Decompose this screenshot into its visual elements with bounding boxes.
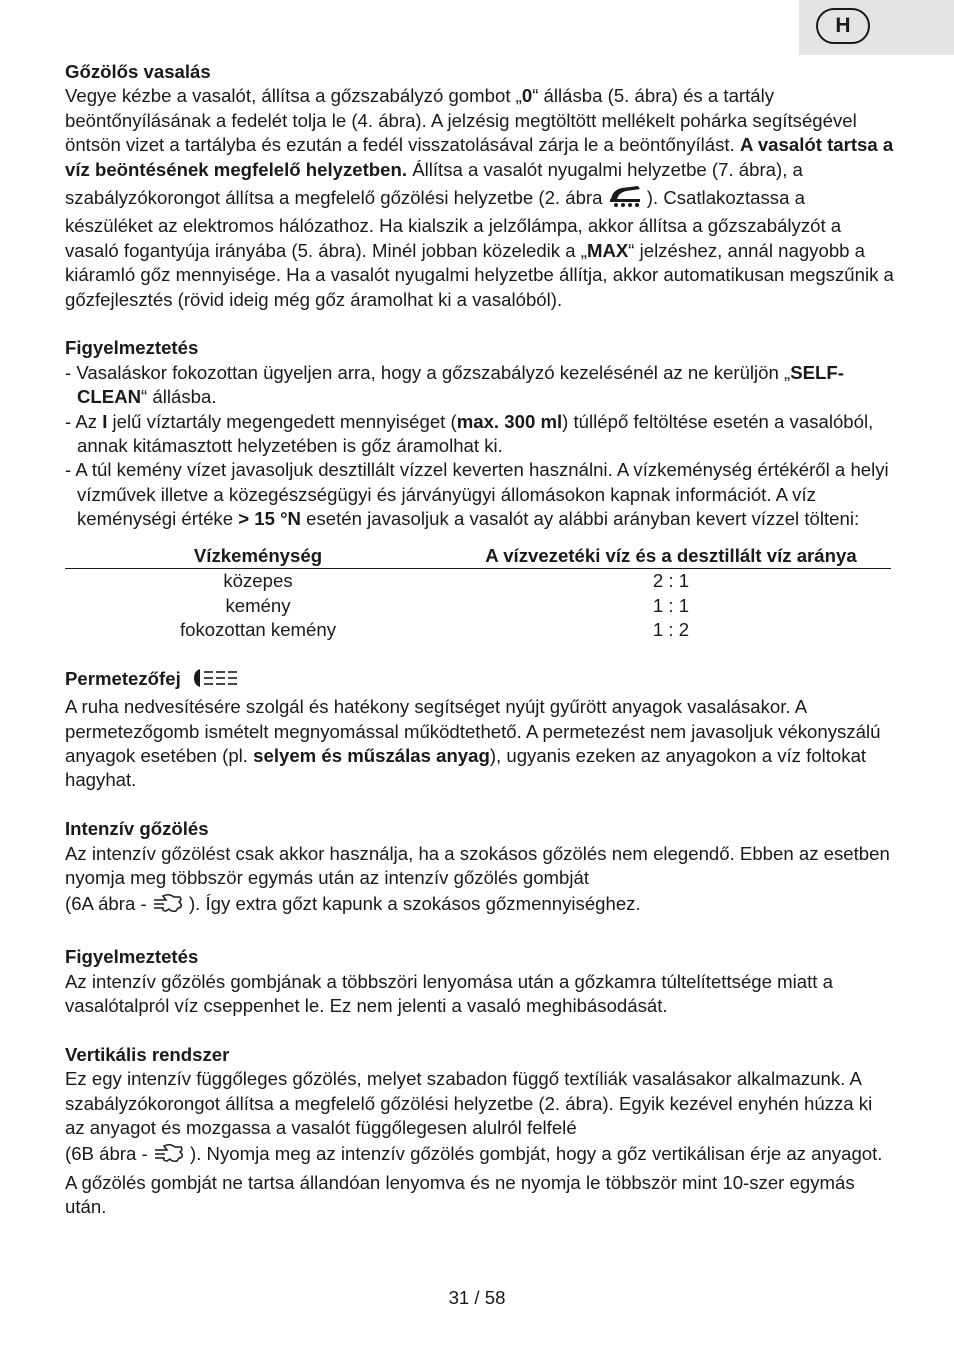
bold-text: SELF-CLEAN [77,361,844,408]
bold-text: 0 [521,85,533,107]
section-title-intensive: Intenzív gőzölés [65,818,209,840]
intensive-paragraph-1: Az intenzív gőzölést csak akkor használja, ha a szokásos gőzölés nem elegendő. Ebben az esetben nyomja meg többször egymás után az intenzív gőzölés gombját [65,842,890,888]
section-title-warning: Figyelmeztetés [65,337,199,359]
table-cell: 1 : 1 [652,594,690,616]
text: (6A ábra - [65,893,152,915]
text: jelű víztartály megengedett mennyiséget ( [107,410,457,432]
bold-text: I [102,410,108,432]
vertical-paragraph-2 [65,1140,895,1219]
warning-item-1 [65,361,895,410]
text: ), ugyanis ezeken az anyagokon a víz foltokat hagyhat. [65,744,867,791]
steam-burst-icon [153,1140,185,1170]
table-row [65,594,891,618]
warning-paragraph: Az intenzív gőzölés gombjának a többszöri lenyomása után a gőzkamra túltelítettsége miatt a vasalótalpról víz cseppenhet le. Ez nem jelenti a vasaló meghibásodását. [65,970,833,1016]
page-number: 31 / 58 [448,1287,506,1308]
bold-text: selyem és műszálas anyag [253,744,490,766]
bold-text: MAX [586,239,629,261]
steam-paragraph [65,84,895,312]
text: ). Nyomja meg az intenzív gőzölés gombját, hogy a gőz vertikálisan érje az anyagot. A gőzölés gombját ne tartsa állandóan lenyomva és ne nyomja le többször mint 10-szer egymás után. [65,1143,883,1218]
table-header-row [65,544,891,569]
section-title-steam: Gőzölős vasalás [65,61,211,82]
text: Vegye kézbe a vasalót, állítsa a gőzszabályzó gombot „ [65,85,522,107]
table-cell: 2 : 1 [652,570,690,592]
spray-icon [191,667,247,695]
warning-item-3 [65,458,895,531]
text: “ állásba (5. ábra) és a tartály beöntőnyílásának a fedelét tolja le (4. ábra). A jelzésig megtöltött mellékelt pohárka segítségével öntsön vizet a tartályba és ezután a fedél visszatolásával zárja le a beöntőnyílást. [65,85,857,156]
language-tab [799,0,954,55]
table-header: Vízkeménység [65,544,451,569]
vertical-paragraph-1: Ez egy intenzív függőleges gőzölés, melyet szabadon függő textíliák vasalásakor alkalmazunk. A szabályzókorongot állítsa a megfelelő gőzölési helyzetbe (2. ábra). Egyik kezével enyhén húzza ki az anyagot és mozgassa a vasalót függőlegesen alulról felfelé [65,1068,873,1138]
intensive-paragraph-2 [65,890,895,920]
table-cell: fokozottan kemény [179,618,337,640]
text: - Az [65,410,103,432]
bold-text: max. 300 ml [456,410,563,432]
text: ) túllépő feltöltése esetén a vasalóból, annak kitámasztott helyzetében is gőz áramolhat ki. [77,410,874,457]
section-title-spray: Permetezőfej [65,667,181,689]
text: ). Így extra gőzt kapunk a szokásos gőzmennyiséghez. [183,893,641,915]
section-title-warning: Figyelmeztetés [65,946,199,968]
text: - Vasaláskor fokozottan ügyeljen arra, hogy a gőzszabályzó kezelésénél az ne kerüljön „ [65,361,791,383]
bold-text: > 15 °N [238,508,301,530]
text: A ruha nedvesítésére szolgál és hatékony segítséget nyújt gyűrött anyagok vasalásakor. A permetezőgomb ismételt megnyomással működtethető. A permetezést nem javasoljuk vékonyszálú anyagok esetében (pl. [65,696,881,766]
warning-item-2 [65,410,895,459]
water-hardness-table [65,544,891,643]
page-content [65,60,895,1220]
spray-title-line [65,667,895,695]
language-badge: H [816,8,870,44]
text: Állítsa a vasalót nyugalmi helyzetbe (7. ábra), a szabályzókorongot állítsa a megfelelő gőzölési helyzetbe (2. ábra [65,158,803,209]
bold-text: A vasalót tartsa a víz beöntésének megfelelő helyzetben. [65,134,894,180]
table-cell: közepes [223,570,293,592]
spray-paragraph [65,695,895,793]
steam-dial-icon [608,182,642,214]
table-row [65,569,891,594]
text: “ állásba. [141,386,217,408]
table-cell: kemény [225,594,291,616]
table-cell: 1 : 2 [652,618,690,640]
text: - A túl kemény vízet javasoljuk desztillált vízzel keverten használni. A vízkeménység értékéről a helyi vízművek illetve a közegészségügyi és járványügyi állomásokon kapnak információt. A víz keménységi értéke [65,459,889,530]
steam-burst-icon [152,890,184,920]
table-row [65,618,891,642]
text: “ jelzéshez, annál nagyobb a kiáramló gőz mennyisége. Ha a vasalót nyugalmi helyzetbe állítja, akkor automatikusan megszűnik a gőzfejlesztés (rövid ideig még gőz áramolhat ki a vasalóból). [65,239,894,310]
text: (6B ábra - [65,1143,153,1165]
table-header: A vízvezetéki víz és a desztillált víz aránya [451,544,891,569]
section-title-vertical: Vertikális rendszer [65,1043,230,1065]
text: ). Csatlakoztassa a készüléket az elektromos hálózathoz. Ha kialszik a jelzőlámpa, akkor állítsa a gőzszabályzót a vasaló fogantyúja irányába (5. ábra). Minél jobban közeledik a „ [65,187,842,261]
text: esetén javasoljuk a vasalót ay alábbi arányban kevert vízzel tölteni: [300,508,860,530]
